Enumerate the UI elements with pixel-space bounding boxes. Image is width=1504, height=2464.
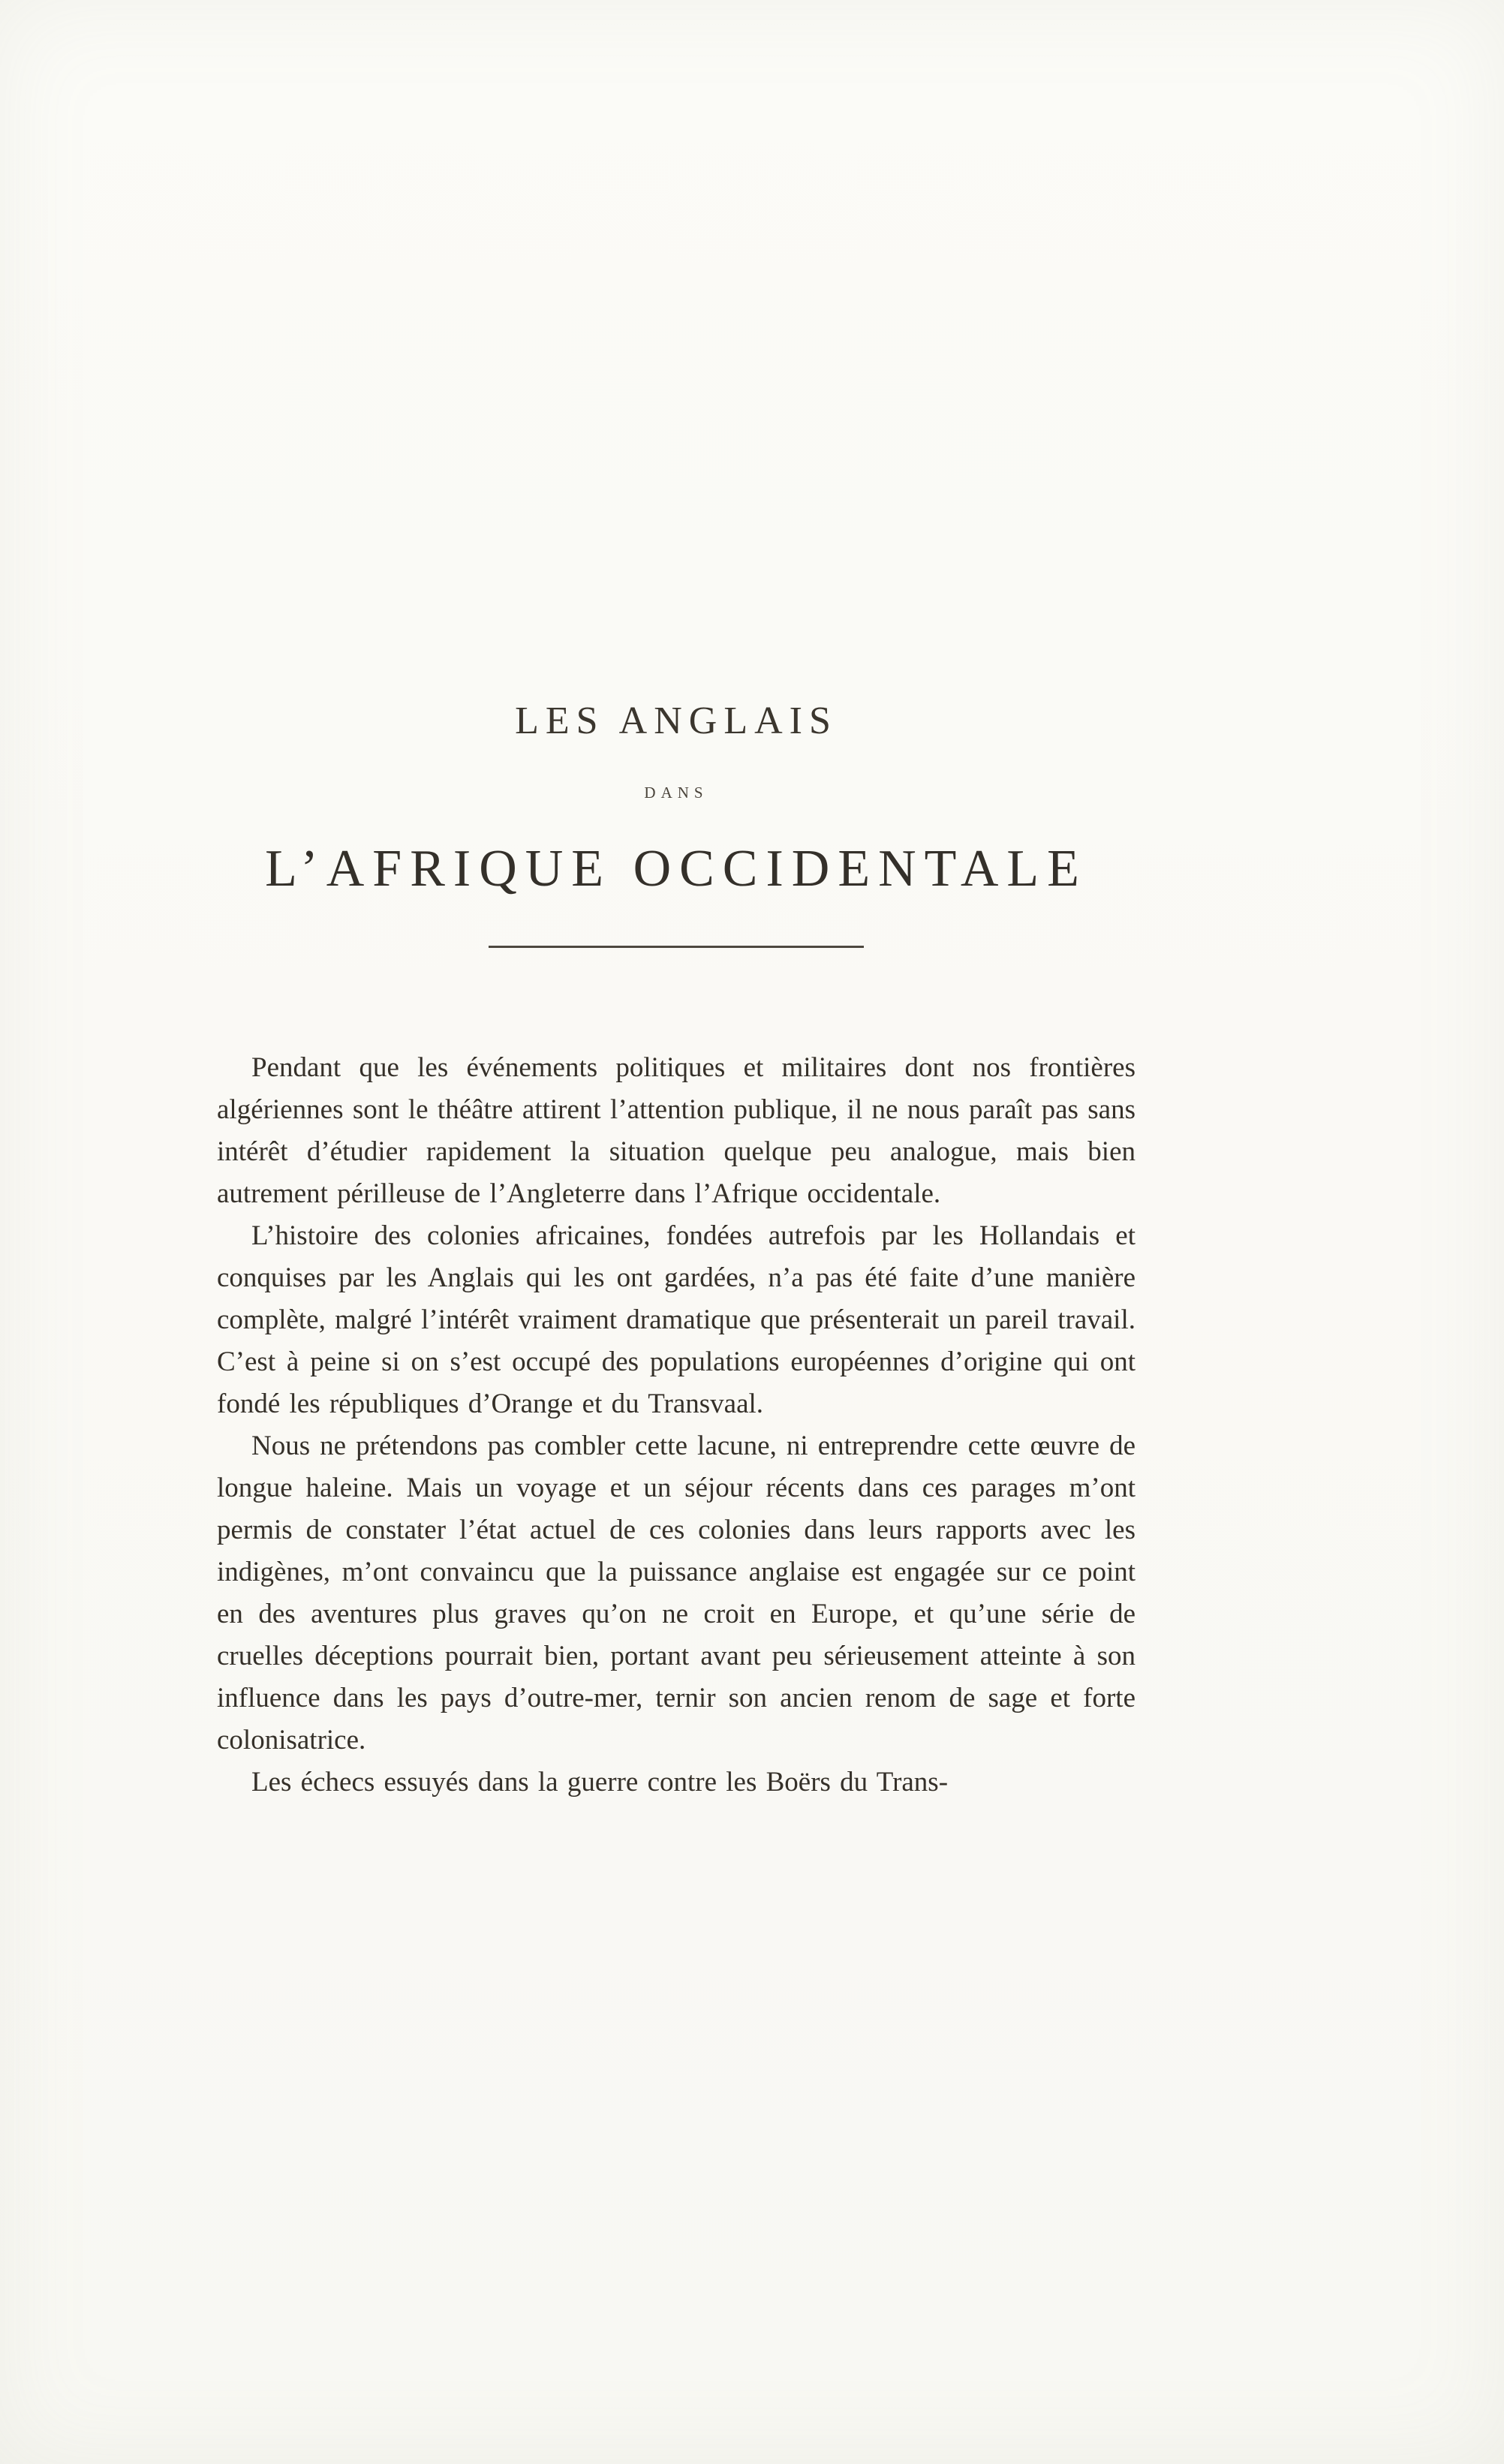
paragraph-4: Les échecs essuyés dans la guerre contre les Boërs du Trans- (251, 1766, 949, 1798)
paragraph-2: L’histoire des colonies africaines, fondées autrefois par les Hollandais et conquises par les Anglais qui les ont gardées, n’a pas été faite d’une manière complète, malgré l’intérêt vraiment dramatique que présenterait un pareil travail. C’est à peine si on s’est occupé des populations européennes d’origine qui ont fondé les républiques d’Orange et du Transvaal. (217, 1220, 1136, 1419)
page-title-connector: DANS (644, 784, 708, 802)
text-column (217, 698, 1136, 1804)
body-text (217, 1047, 1136, 1804)
page-title-line2: L’AFRIQUE OCCIDENTALE (265, 839, 1087, 898)
paragraph-3: Nous ne prétendons pas combler cette lacune, ni entreprendre cette œuvre de longue haleine. Mais un voyage et un séjour récents dans ces parages m’ont permis de constater l’état actuel de ces colonies dans leurs rapports avec les indigènes, m’ont convaincu que la puissance anglaise est engagée sur ce point en des aventures plus graves qu’on ne croit en Europe, et qu’une série de cruelles déceptions pourrait bien, portant avant peu sérieusement atteinte à son influence dans les pays d’outre-mer, ternir son ancien renom de sage et forte colonisatrice. (217, 1430, 1136, 1755)
paragraph-1: Pendant que les événements politiques et militaires dont nos frontières algériennes sont le théâtre attirent l’attention publique, il ne nous paraît pas sans intérêt d’étudier rapidement la situation quelque peu analogue, mais bien autrement périlleuse de l’Angleterre dans l’Afrique occidentale. (217, 1051, 1136, 1209)
title-divider-rule (489, 946, 864, 948)
page-title-line1: LES ANGLAIS (515, 699, 838, 742)
